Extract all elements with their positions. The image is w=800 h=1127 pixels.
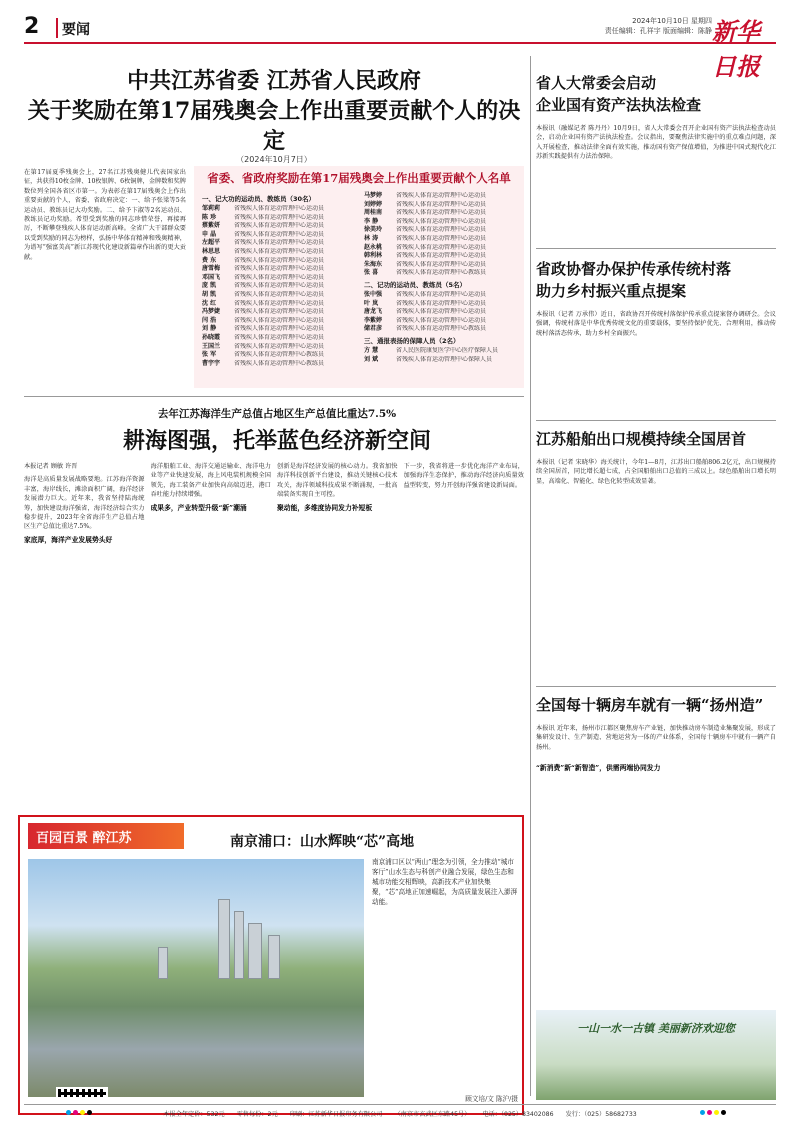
ocean-text-4: 下一步，我省将进一步优化海洋产业布局，加强海洋生态保护，推动海洋经济向质量效益型转变，努力开创海洋强省建设新局面。	[403, 463, 524, 489]
article-rv-body: 本报讯 近年来，扬州市江都区聚焦房车产业链，加快推动房车制造业集聚发展，形成了集研发设计、生产制造、营地运营为一体的产业体系，全国每十辆房车中就有一辆产自扬州。	[536, 725, 776, 751]
awardee-name: 叶 岚	[364, 299, 379, 307]
award-list-row	[364, 261, 516, 270]
award-list-row	[202, 308, 354, 317]
awardee-org: 省残疾人体育运动管理中心运动员	[234, 282, 325, 290]
award-list-row	[364, 300, 516, 309]
awardee-name: 曹宇宇	[202, 359, 221, 367]
awardee-org: 省残疾人体育运动管理中心运动员	[234, 342, 325, 350]
awardee-org: 省残疾人体育运动管理中心运动员	[234, 247, 325, 255]
awardee-org: 省残疾人体育运动管理中心运动员	[234, 222, 325, 230]
feature-title: 南京浦口：山水辉映“芯”高地	[230, 834, 415, 850]
awardee-name: 唐雪梅	[202, 265, 221, 273]
article-rv-subhead: “新消费”新“新智造”，供需两端协同发力	[536, 764, 661, 773]
ocean-body	[24, 462, 524, 802]
award-list-row	[364, 235, 516, 244]
awardee-org: 省残疾人体育运动管理中心运动员	[234, 205, 325, 212]
footer-fax: 发行：（025）58682733	[565, 1111, 637, 1118]
awardee-name: 闫 浩	[202, 316, 217, 324]
awardee-name: 冯梦婕	[202, 308, 221, 316]
awardee-org: 省残疾人体育运动管理中心运动员	[396, 260, 487, 268]
article-npc-title-line2: 企业国有资产法执法检查	[536, 96, 702, 114]
award-list-row	[364, 347, 516, 356]
ad-slogan: 一山一水一古镇 美丽新济欢迎您	[577, 1022, 735, 1035]
awardee-name: 赵永桃	[364, 243, 383, 251]
awardee-org: 省残疾人体育运动管理中心运动员	[396, 252, 487, 260]
award-list-row	[364, 218, 516, 227]
ocean-kicker: 去年江苏海洋生产总值占地区生产总值比重达7.5%	[157, 408, 397, 420]
awardee-name: 周桂南	[364, 209, 383, 217]
awardee-name: 林 涛	[364, 234, 379, 242]
award-list-row	[202, 248, 354, 257]
ocean-text-1: 海洋是高质量发展战略要地。江苏海洋资源丰富，海岸线长，滩涂面积广阔，海洋经济发展潜力巨大。近年来，我省坚持陆海统筹，加快建设海洋强省，海洋经济综合实力稳步提升，2023年全省海洋生产总值占地区生产总值比重达7.5%。	[24, 476, 145, 531]
newspaper-logo: 新华日报	[712, 17, 760, 81]
article-npc-body: 本报讯（融媒记者 陈丹丹）10月9日，省人大常委会召开企业国有资产法执法检查动员会，启动企业国有资产法执法检查。会议指出，要聚焦法律实施中的重点难点问题，深入开展检查，推动法律全面有效实施，推动国有资产保值增值，为推进中国式现代化江苏新实践提供有力法治保障。	[536, 125, 776, 161]
footer-printer: 印刷：江苏新华日报印务有限公司	[289, 1111, 383, 1118]
awardee-name: 胡 凯	[202, 290, 217, 298]
award-list-row	[202, 214, 354, 223]
awardee-org: 省残疾人体育运动管理中心运动员	[234, 230, 325, 238]
awardee-org: 省残疾人体育运动管理中心运动员	[234, 299, 325, 307]
award-list-row	[202, 351, 354, 360]
awardee-org: 省残疾人体育运动管理中心保障人员	[396, 355, 493, 363]
award-list-row	[202, 265, 354, 274]
award-list-row	[202, 334, 354, 343]
awardee-name: 林思思	[202, 247, 221, 255]
section-divider	[536, 420, 776, 421]
feature-banner: 百园百景 醉江苏	[28, 823, 184, 849]
color-registration-marks	[66, 1110, 92, 1115]
section-name: 要闻	[62, 22, 90, 38]
awardee-name: 张 军	[202, 351, 217, 359]
article-ship-title: 江苏船舶出口规模持续全国居首	[536, 430, 747, 448]
award-list-row	[202, 300, 354, 309]
awardee-name: 左超平	[202, 239, 221, 247]
awardee-name: 申 晶	[202, 230, 217, 238]
award-list-row	[364, 291, 516, 300]
page-number: 2	[24, 14, 40, 39]
award-list-row	[364, 269, 516, 278]
award-list-row	[364, 325, 516, 334]
awardee-name: 刘婷婷	[364, 200, 383, 208]
award-list-row	[202, 239, 354, 248]
awardee-name: 刘 静	[202, 325, 217, 333]
section-divider	[56, 18, 58, 38]
article-npc-title-line1: 省人大常委会启动	[536, 74, 657, 92]
awardee-org: 省残疾人体育运动管理中心运动员	[396, 209, 487, 217]
skyscraper	[268, 935, 280, 979]
ocean-col-1	[24, 462, 145, 802]
awardee-org: 省残疾人体育运动管理中心教练员	[396, 269, 487, 277]
award-list-row	[202, 343, 354, 352]
issue-editors: 责任编辑：孔祥宇 版面编辑：陈静	[604, 27, 712, 35]
award-group-3-title: 三、通报表扬的保障人员（2名）	[364, 336, 460, 345]
award-list-row	[202, 222, 354, 231]
awardee-org: 省残疾人体育运动管理中心教练员	[234, 359, 325, 367]
ocean-subhead-3: 聚动能，多维度协同发力补短板	[277, 503, 373, 512]
awardee-name: 马梦婷	[364, 192, 383, 199]
award-list-row	[202, 325, 354, 334]
article-ship-body: 本报讯（记者 宋晓华）海关统计，今年1—8月，江苏出口船舶806.2亿元，出口规模持续全国居首，同比增长超七成，占全国船舶出口总值的三成以上。绿色船舶出口增长明显，高端化、智能化、绿色化转型成效显著。	[536, 459, 776, 485]
awardee-org: 省残疾人体育运动管理中心运动员	[234, 333, 325, 341]
awardee-name: 方 慧	[364, 346, 379, 354]
awardee-name: 韩利林	[364, 252, 383, 260]
awardee-name: 李 静	[364, 217, 379, 225]
award-list-row	[202, 274, 354, 283]
awardee-name: 王国兰	[202, 342, 221, 350]
award-list-box	[194, 166, 524, 388]
section-divider	[536, 686, 776, 687]
page-footer	[24, 1104, 776, 1122]
award-list-row	[202, 231, 354, 240]
lead-headline-line2: 关于奖励在第17届残奥会上作出重要贡献个人的决定	[27, 98, 521, 154]
awardee-name: 沈 红	[202, 299, 217, 307]
article-cppcc-title	[536, 258, 776, 302]
award-list-left	[202, 192, 354, 368]
award-list-row	[364, 226, 516, 235]
award-list-row	[364, 356, 516, 365]
award-list-row	[364, 308, 516, 317]
color-registration-marks	[700, 1110, 726, 1115]
lead-body: 在第17届夏季残奥会上，27名江苏残奥健儿代表国家出征，共获得10枚金牌、10枚银牌、6枚铜牌，金牌数和奖牌数位列全国各省区市第一。为表彰在第17届残奥会上作出重要贡献的个人，省委、省政府决定：一、给予张梁等5名运动员、教练员记大功奖励。二、给予卞淑等2名运动员、教练员记功奖励。希望受到奖励的同志珍惜荣誉，再接再厉，不断攀登残疾人体育运动新高峰。全省广大干部群众要以受到奖励的同志为榜样，弘扬中华体育精神和残奥精神，为谱写“强富美高”新江苏现代化建设新篇章作出新的更大贡献。	[24, 169, 186, 261]
awardee-org: 省残疾人体育运动管理中心运动员	[396, 243, 487, 251]
feature-photo	[28, 859, 364, 1097]
ocean-text-3: 创新是海洋经济发展的核心动力。我省加快海洋科技创新平台建设，推动关键核心技术攻关，海洋领域科技成果不断涌现，一批高端装备实现自主可控。	[277, 463, 398, 499]
awardee-name: 邓国飞	[202, 273, 221, 281]
article-rv-title: 全国每十辆房车就有一辆“扬州造”	[536, 696, 764, 714]
ocean-byline: 本报记者 顾敏 许晋	[24, 463, 78, 470]
issue-date: 2024年10月10日 星期四	[632, 17, 712, 25]
award-group-2-title: 二、记功的运动员、教练员（5名）	[364, 280, 467, 289]
awardee-org: 省残疾人体育运动管理中心运动员	[234, 256, 325, 264]
award-list-row	[364, 252, 516, 261]
awardee-name: 李紫婷	[364, 316, 383, 324]
ocean-subhead-2: 成果多，产业转型升级“新”潮涌	[150, 503, 247, 512]
feature-text: 南京浦口区以“两山”理念为引领，全力推动“城市客厅”山水生态与科创产业融合发展，绿色生态和城市功能交相辉映，高新技术产业加快集聚，“芯”高地正加速崛起，为高质量发展注入澎湃动能。	[372, 858, 518, 906]
awardee-org: 省残疾人体育运动管理中心运动员	[234, 239, 325, 247]
awardee-org: 省残疾人体育运动管理中心运动员	[234, 325, 325, 333]
footer-phone: 电话：（025）83402086	[482, 1111, 554, 1118]
award-list-row	[202, 257, 354, 266]
award-group-1-title: 一、记大功的运动员、教练员（30名）	[202, 195, 316, 203]
awardee-name: 刘 斌	[364, 355, 379, 363]
awardee-org: 省残疾人体育运动管理中心运动员	[234, 265, 325, 273]
award-list-row	[364, 317, 516, 326]
awardee-org: 省残疾人体育运动管理中心运动员	[396, 192, 487, 199]
awardee-name: 费 东	[202, 256, 217, 264]
awardee-org: 省残疾人体育运动管理中心运动员	[234, 316, 325, 324]
award-list-row	[364, 244, 516, 253]
skyscraper	[248, 923, 262, 979]
ocean-col-4	[404, 462, 525, 802]
awardee-name: 储君彦	[364, 325, 383, 333]
award-list-row	[202, 205, 354, 214]
award-list-row	[364, 192, 516, 201]
award-list-row	[364, 201, 516, 210]
awardee-name: 孙晓霞	[202, 333, 221, 341]
awardee-org: 省残疾人体育运动管理中心运动员	[396, 299, 487, 307]
awardee-org: 省残疾人体育运动管理中心运动员	[234, 308, 325, 316]
awardee-org: 省残疾人体育运动管理中心运动员	[396, 308, 487, 316]
awardee-name: 徐美玲	[364, 226, 383, 234]
awardee-name: 张中强	[364, 290, 383, 298]
awardee-name: 蔡紫妍	[202, 222, 221, 230]
lead-headline-line1: 中共江苏省委 江苏省人民政府	[127, 68, 421, 94]
award-list-row	[202, 360, 354, 369]
article-npc-title	[536, 72, 776, 116]
awardee-org: 省残疾人体育运动管理中心运动员	[396, 316, 487, 324]
article-ship-export	[536, 428, 776, 680]
article-npc-inspection	[536, 72, 776, 274]
awardee-org: 省残疾人体育运动管理中心运动员	[396, 200, 487, 208]
footer-retail: 零售每份：2元	[236, 1111, 278, 1118]
footer-price: 本报全年定价：532元	[163, 1111, 225, 1118]
awardee-org: 省残疾人体育运动管理中心运动员	[396, 226, 487, 234]
awardee-org: 省残疾人体育运动管理中心运动员	[234, 213, 325, 221]
qr-code[interactable]	[56, 1087, 108, 1097]
ocean-headline: 耕海图强，托举蓝色经济新空间	[122, 428, 431, 454]
awardee-org: 省残疾人体育运动管理中心运动员	[396, 290, 487, 298]
awardee-org: 省人民医院康复医学中心医疗保障人员	[396, 346, 499, 354]
awardee-name: 庞 凯	[202, 282, 217, 290]
ocean-col-3	[277, 462, 398, 802]
award-list-row	[202, 317, 354, 326]
awardee-org: 省残疾人体育运动管理中心运动员	[234, 273, 325, 281]
award-list-right	[364, 192, 516, 368]
feature-byline: 顾文培/文 陈沪/摄	[465, 1095, 518, 1103]
awardee-org: 省残疾人体育运动管理中心运动员	[234, 290, 325, 298]
tourism-ad	[536, 1010, 776, 1100]
awardee-name: 张 喜	[364, 269, 379, 277]
awardee-name: 陈 珍	[202, 213, 217, 221]
ocean-col-2	[151, 462, 272, 802]
section-divider	[536, 248, 776, 249]
article-cppcc-title-line2: 助力乡村振兴重点提案	[536, 282, 687, 300]
issue-meta	[572, 16, 712, 36]
awardee-name: 朱海东	[364, 260, 383, 268]
footer-address: （南京市玄武区东路45号）	[394, 1111, 471, 1118]
feature-box	[18, 815, 524, 1115]
award-list-row	[364, 209, 516, 218]
skyscraper	[158, 947, 168, 979]
award-list-row	[202, 291, 354, 300]
article-cppcc-body: 本报讯（记者 万承伟）近日，省政协召开传统村落保护传承重点提案督办调研会。会议强调，传统村落是中华优秀传统文化的重要载体，要坚持保护优先、合理利用，推动传统村落活态传承，助力乡村全面振兴。	[536, 311, 776, 337]
awardee-org: 省残疾人体育运动管理中心教练员	[396, 325, 487, 333]
awardee-name: 邹莉莉	[202, 205, 221, 212]
ocean-text-2: 海洋船舶工业、海洋交通运输业、海洋电力业等产业快速发展，海上风电装机规模全国领先，海工装备产业加快向高端迈进，港口吞吐能力持续增强。	[150, 463, 271, 499]
article-cppcc-title-line1: 省政协督办保护传承传统村落	[536, 260, 732, 278]
ocean-subhead-1: 家底厚，海洋产业发展势头好	[24, 535, 113, 544]
lead-headline	[24, 66, 524, 156]
column-divider	[530, 56, 531, 1096]
awardee-name: 唐龙飞	[364, 308, 383, 316]
awardee-org: 省残疾人体育运动管理中心运动员	[396, 217, 487, 225]
section-divider	[24, 396, 524, 397]
awardee-org: 省残疾人体育运动管理中心运动员	[396, 234, 487, 242]
lead-date: （2024年10月7日）	[236, 155, 312, 164]
skyscraper	[234, 911, 244, 979]
award-list-row	[202, 282, 354, 291]
award-list-title: 省委、省政府奖励在第17届残奥会上作出重要贡献个人名单	[207, 171, 511, 185]
awardee-org: 省残疾人体育运动管理中心教练员	[234, 351, 325, 359]
skyscraper	[218, 899, 230, 979]
article-rv-yangzhou	[536, 694, 776, 776]
